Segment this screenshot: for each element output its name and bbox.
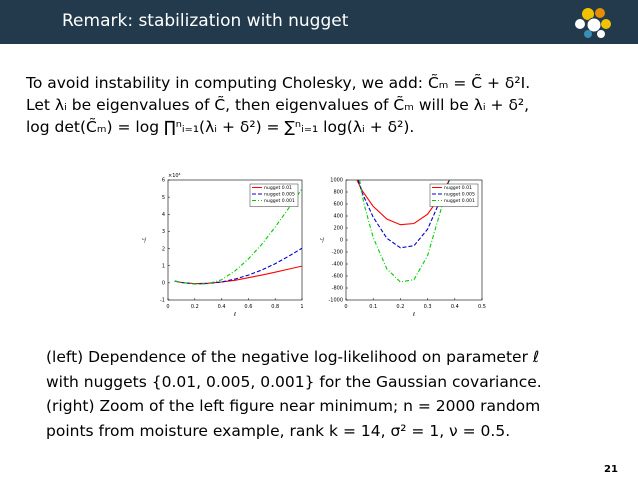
intro-line-2: Let λᵢ be eigenvalues of C̃, then eigenvalues of C̃ₘ will be λᵢ + δ²,: [26, 96, 530, 114]
page-number: 21: [604, 464, 618, 475]
y-tick-label: 5: [161, 194, 165, 201]
y-tick-label: -200: [331, 249, 343, 256]
legend-label: nugget 0.01: [444, 186, 472, 191]
caption-line-3: (right) Zoom of the left figure near minimum; n = 2000 random: [46, 397, 541, 415]
caption-line-2: with nuggets {0.01, 0.005, 0.001} for the Gaussian covariance.: [46, 372, 542, 391]
intro-line-1: To avoid instability in computing Cholesky, we add: C̃ₘ = C̃ + δ²I.: [26, 74, 531, 92]
x-tick-label: 0.4: [217, 304, 226, 310]
left-plot-svg: [142, 170, 310, 320]
y-axis-label: -ℒ: [320, 237, 326, 243]
x-tick-label: 0.5: [478, 304, 486, 310]
intro-line-3: log det(C̃ₘ) = log ∏ⁿᵢ₌₁(λᵢ + δ²) = ∑ⁿᵢ₌₁ log(λᵢ + δ²).: [26, 118, 415, 136]
legend-label: nugget 0.005: [264, 192, 295, 198]
y-tick-label: 1000: [330, 177, 343, 184]
y-tick-label: -800: [331, 285, 343, 292]
y-tick-label: 3: [161, 229, 165, 236]
x-tick-label: 0.3: [423, 304, 432, 310]
y-tick-label: -400: [331, 261, 343, 268]
y-tick-label: 0: [161, 280, 165, 287]
x-tick-label: 0.2: [396, 304, 405, 310]
series-line-1: [175, 266, 302, 284]
y-tick-label: 800: [333, 189, 343, 196]
x-tick-label: 1: [300, 304, 304, 310]
legend-label: nugget 0.001: [264, 199, 295, 204]
figure-caption: [46, 345, 606, 443]
left-plot: [142, 170, 310, 320]
y-tick-label: 1: [161, 263, 165, 270]
y-axis-label: -ℒ: [142, 237, 148, 243]
caption-line-4: points from moisture example, rank k = 14, σ² = 1, ν = 0.5.: [46, 421, 511, 440]
institution-logo: [568, 4, 618, 40]
axis-multiplier: ×10⁴: [168, 173, 181, 179]
x-tick-label: 0: [344, 304, 348, 310]
legend-label: nugget 0.01: [264, 186, 292, 191]
slide-header: [0, 0, 638, 44]
y-tick-label: 400: [333, 213, 343, 220]
y-tick-label: 0: [339, 237, 343, 244]
legend-label: nugget 0.005: [444, 192, 475, 198]
x-tick-label: 0.6: [244, 304, 253, 310]
y-tick-label: 600: [333, 201, 343, 208]
series-line-2: [175, 248, 302, 284]
x-tick-label: 0.1: [369, 304, 378, 310]
slide-title: Remark: stabilization with nugget: [62, 11, 349, 31]
x-axis-label: ℓ: [233, 312, 237, 318]
x-tick-label: 0: [166, 304, 170, 310]
intro-text: [26, 72, 626, 138]
y-tick-label: 4: [161, 211, 165, 218]
y-tick-label: -1: [160, 297, 165, 304]
x-axis-label: ℓ: [412, 312, 416, 318]
right-plot-svg: [322, 170, 490, 320]
y-tick-label: 6: [161, 177, 165, 184]
y-tick-label: 2: [161, 246, 165, 253]
x-tick-label: 0.8: [271, 304, 280, 310]
x-tick-label: 0.4: [450, 304, 459, 310]
right-plot: [322, 170, 490, 320]
caption-line-1: (left) Dependence of the negative log-likelihood on parameter ℓ: [46, 348, 540, 366]
y-tick-label: -600: [331, 273, 343, 280]
legend-label: nugget 0.001: [444, 199, 475, 204]
x-tick-label: 0.2: [190, 304, 199, 310]
y-tick-label: -1000: [328, 297, 343, 304]
y-tick-label: 200: [333, 225, 343, 232]
